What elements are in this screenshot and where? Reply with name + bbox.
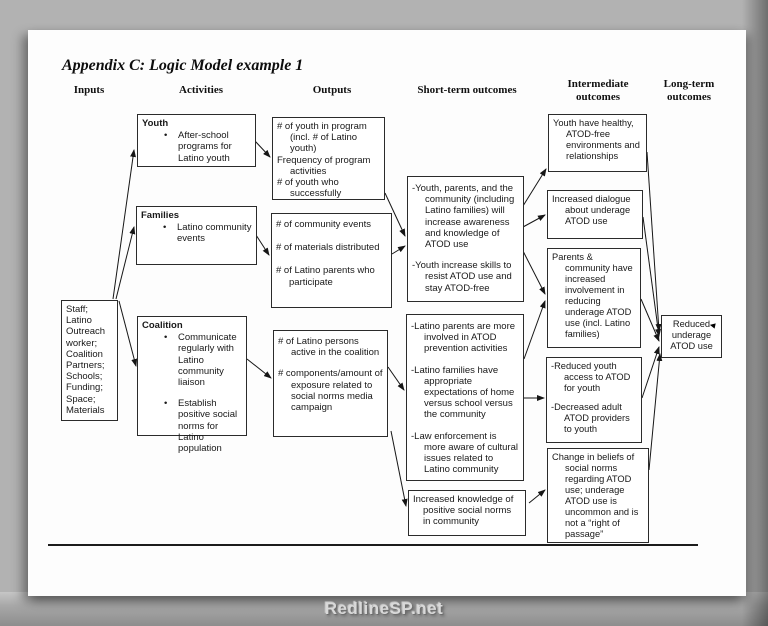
activities-youth-box [137, 114, 256, 167]
intermediate-4-item-2: -Decreased adult ATOD providers to youth [551, 402, 630, 434]
long-term-text: Reduced underage ATOD use [670, 319, 713, 351]
activities-coalition-box [137, 316, 247, 455]
outputs-youth-item-1: # of youth in program (incl. # of Latino youth) [277, 121, 367, 155]
short-term-box-3 [408, 490, 526, 536]
column-header-activities: Activities [179, 84, 223, 96]
column-header-inputs: Inputs [73, 84, 105, 96]
column-header-short-term-outcomes: Short-term outcomes [417, 84, 517, 96]
inputs-box [61, 300, 118, 421]
column-header-outputs: Outputs [312, 84, 352, 96]
short-term-2-item-1: -Latino parents are more involved in ATOD prevention activities [411, 321, 516, 355]
intermediate-box-4 [546, 357, 642, 443]
cursor-artifact-icon: ◄ [707, 319, 719, 331]
activities-coalition-title: Coalition [142, 320, 183, 331]
outputs-families-item-1: # of community events [276, 219, 372, 230]
short-term-1-item-2: -Youth increase skills to resist ATOD use and stay ATOD-free [412, 260, 512, 294]
outputs-families-item-2: # of materials distributed [276, 242, 380, 254]
short-term-1-item-1: -Youth, parents, and the community (including Latino families) will increase awareness and knowledge of ATOD use [412, 183, 515, 251]
column-header-intermediate-outcomes: Intermediate outcomes [567, 78, 629, 103]
outputs-coalition-item-1: # of Latino persons active in the coalition [278, 336, 380, 359]
activities-youth-bullet: • After-school programs for Latino youth [142, 130, 251, 164]
short-term-3-item-1: Increased knowledge of positive social norms in community [413, 494, 514, 528]
outputs-youth-item-3: # of youth who successfully [277, 177, 342, 200]
outputs-coalition-item-2: # components/amount of exposure related to social norms media campaign [278, 368, 383, 414]
outputs-families-item-3: # of Latino parents who participate [276, 265, 375, 288]
long-term-box [661, 315, 722, 358]
outputs-families-box [271, 213, 392, 308]
short-term-box-2 [406, 314, 524, 481]
intermediate-5-text: Change in beliefs of social norms regarding ATOD use; underage ATOD use is uncommon and is not a “right of passage” [552, 452, 639, 539]
intermediate-3-text: Parents & community have increased involvement in reducing underage ATOD use (incl. Latino families) [552, 252, 633, 339]
activities-coalition-bullet-2: • Establish positive social norms for Latino population [142, 398, 242, 454]
intermediate-box-1 [548, 114, 647, 172]
outputs-coalition-box [273, 330, 388, 437]
short-term-2-item-3: -Law enforcement is more aware of cultural issues related to Latino community [411, 430, 518, 476]
outputs-youth-item-2: Frequency of program activities [277, 154, 371, 177]
intermediate-4-item-1: -Reduced youth access to ATOD for youth [551, 361, 631, 393]
intermediate-box-5 [547, 448, 649, 543]
intermediate-1-text: Youth have healthy, ATOD-free environments and relationships [553, 118, 640, 161]
short-term-2-item-2: -Latino families have appropriate expectations of home versus school versus the community [411, 364, 515, 421]
activities-youth-title: Youth [142, 118, 169, 129]
intermediate-2-text: Increased dialogue about underage ATOD use [552, 194, 631, 226]
short-term-box-1 [407, 176, 524, 302]
intermediate-box-2 [547, 190, 643, 239]
watermark-text: RedlineSP.net [324, 599, 444, 618]
activities-families-bullet: • Latino community events [141, 222, 252, 244]
intermediate-box-3 [547, 248, 641, 348]
activities-coalition-bullet-1: • Communicate regularly with Latino community liaison [142, 332, 242, 388]
page-title: Appendix C: Logic Model example 1 [62, 57, 304, 74]
bottom-rule [48, 544, 698, 546]
outputs-youth-box [272, 117, 385, 200]
activities-families-box [136, 206, 257, 265]
activities-families-title: Families [141, 210, 180, 221]
column-header-long-term-outcomes: Long-term outcomes [663, 78, 715, 103]
inputs-box-text: Staff; Latino Outreach worker; Coalition Partners; Schools; Funding; Space; Materials [66, 304, 106, 416]
